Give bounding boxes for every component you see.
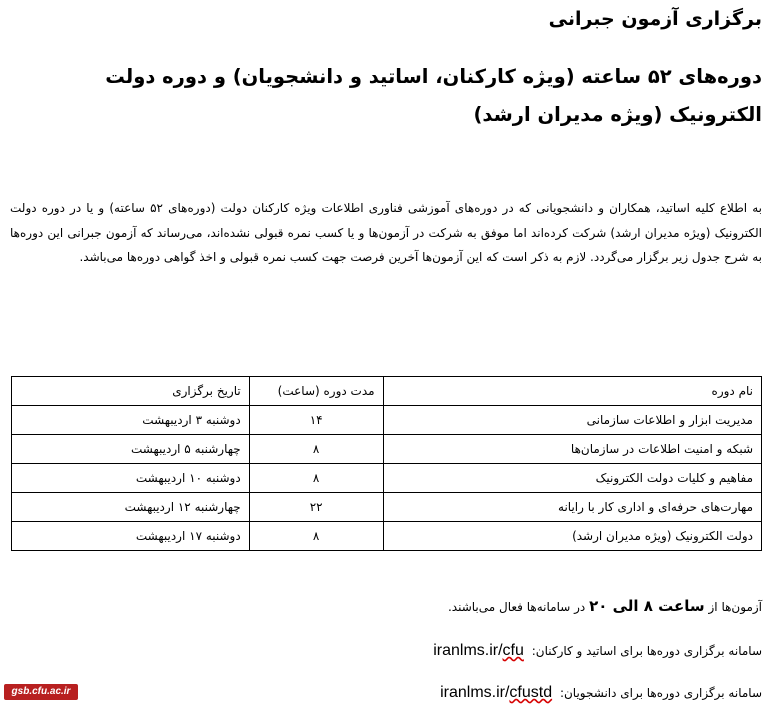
student-link-path: cfustd bbox=[509, 684, 553, 701]
site-watermark: gsb.cfu.ac.ir bbox=[4, 684, 78, 700]
student-system-link[interactable] bbox=[440, 684, 552, 701]
table-row bbox=[12, 522, 762, 551]
student-system-label: سامانه برگزاری دوره‌ها برای دانشجویان: bbox=[559, 686, 762, 700]
staff-link-base: iranlms.ir/ bbox=[433, 642, 503, 659]
exam-hours-suffix: در سامانه‌ها فعال می‌باشند. bbox=[447, 600, 586, 614]
date-cell: دوشنبه ۳ اردیبهشت bbox=[12, 406, 250, 435]
staff-system-line bbox=[433, 642, 762, 660]
date-cell: دوشنبه ۱۰ اردیبهشت bbox=[12, 464, 250, 493]
exam-hours-line bbox=[448, 597, 762, 615]
header-course-name: نام دوره bbox=[383, 377, 761, 406]
header-duration: مدت دوره (ساعت) bbox=[249, 377, 383, 406]
announcement-paragraph: به اطلاع کلیه اساتید، همکاران و دانشجویانی که در دوره‌های آموزشی فناوری اطلاعات ویژه کارکنان دولت (دوره‌های ۵۲ ساعته) و یا در دوره دولت الکترونیک (ویژه مدیران ارشد) شرکت کرده‌اند اما موفق به شرکت در آزمون‌ها و یا کسب نمره قبولی نشده‌اند، می‌رساند که آزمون جبرانی این دوره‌ها به شرح جدول زیر برگزار می‌گردد. لازم به ذکر است که این آزمون‌ها آخرین فرصت جهت کسب نمره قبولی و اخذ گواهی دوره‌ها می‌باشد. bbox=[10, 201, 763, 264]
page-title: برگزاری آزمون جبرانی bbox=[548, 8, 762, 30]
date-cell: چهارشنبه ۵ اردیبهشت bbox=[12, 435, 250, 464]
course-name-cell: شبکه و امنیت اطلاعات در سازمان‌ها bbox=[383, 435, 761, 464]
duration-cell: ۱۴ bbox=[249, 406, 383, 435]
course-name-cell: دولت الکترونیک (ویژه مدیران ارشد) bbox=[383, 522, 761, 551]
duration-cell: ۸ bbox=[249, 464, 383, 493]
table-row bbox=[12, 493, 762, 522]
course-name-cell: مدیریت ابزار و اطلاعات سازمانی bbox=[383, 406, 761, 435]
course-name-cell: مهارت‌های حرفه‌ای و اداری کار با رایانه bbox=[383, 493, 761, 522]
student-system-line bbox=[440, 684, 762, 702]
staff-system-label: سامانه برگزاری دوره‌ها برای اساتید و کارکنان: bbox=[531, 644, 762, 658]
exam-hours-bold: ساعت ۸ الی ۲۰ bbox=[589, 597, 705, 615]
table-row bbox=[12, 406, 762, 435]
date-cell: دوشنبه ۱۷ اردیبهشت bbox=[12, 522, 250, 551]
page-subtitle: دوره‌های ۵۲ ساعته (ویژه کارکنان، اساتید و دانشجویان) و دوره دولت الکترونیک (ویژه مدیران ارشد) bbox=[105, 65, 762, 126]
duration-cell: ۸ bbox=[249, 435, 383, 464]
duration-cell: ۲۲ bbox=[249, 493, 383, 522]
duration-cell: ۸ bbox=[249, 522, 383, 551]
exam-schedule-table bbox=[11, 376, 762, 551]
staff-system-link[interactable] bbox=[433, 642, 524, 659]
course-name-cell: مفاهیم و کلیات دولت الکترونیک bbox=[383, 464, 761, 493]
header-date: تاریخ برگزاری bbox=[12, 377, 250, 406]
table-row bbox=[12, 464, 762, 493]
table-header-row bbox=[12, 377, 762, 406]
staff-link-path: cfu bbox=[502, 642, 524, 659]
exam-hours-prefix: آزمون‌ها از bbox=[708, 600, 762, 614]
student-link-base: iranlms.ir/ bbox=[440, 684, 510, 701]
table-row bbox=[12, 435, 762, 464]
date-cell: چهارشنبه ۱۲ اردیبهشت bbox=[12, 493, 250, 522]
